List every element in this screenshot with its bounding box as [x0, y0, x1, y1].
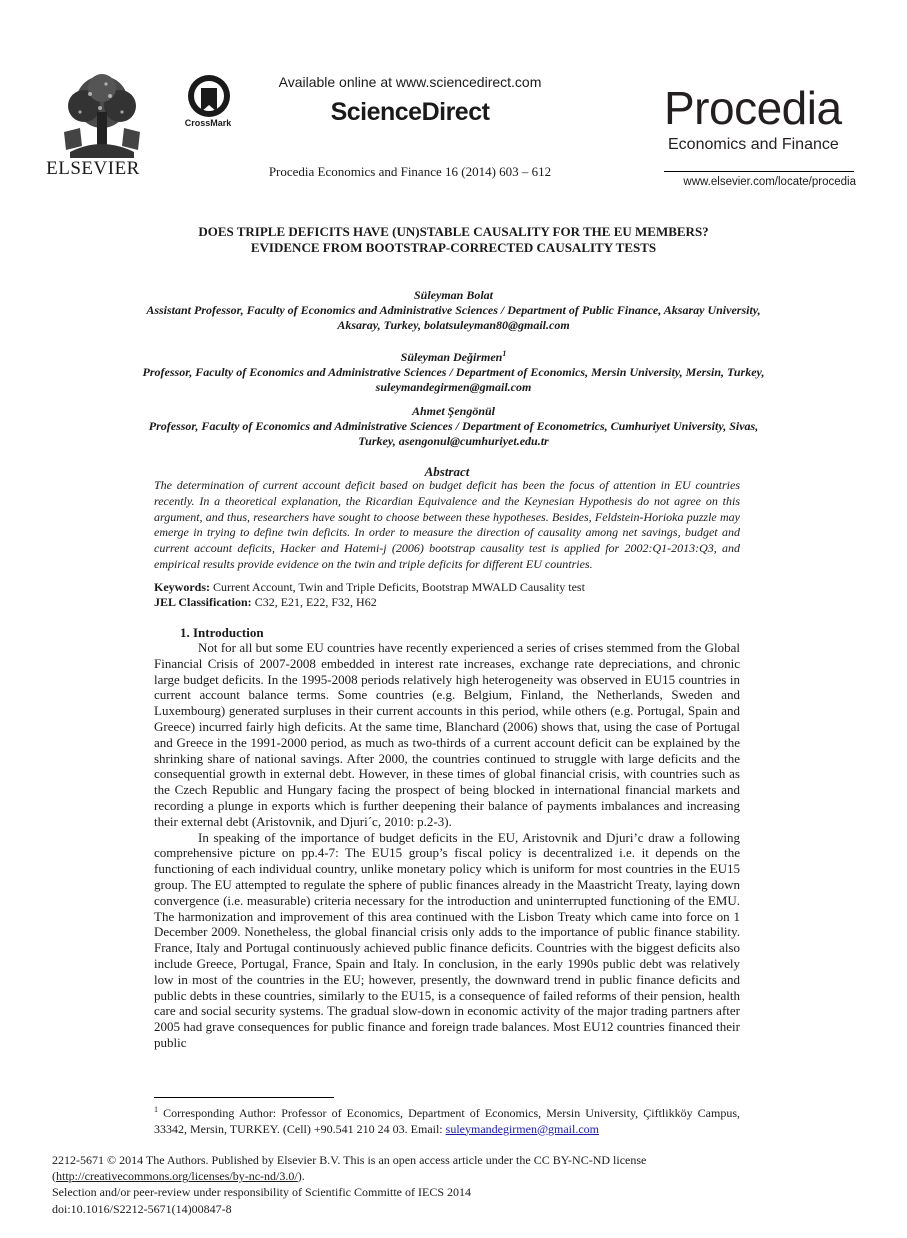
- paper-title: [100, 224, 807, 256]
- license-link[interactable]: http://creativecommons.org/licenses/by-nc-nd/3.0/: [56, 1169, 298, 1184]
- author-1: [140, 288, 767, 333]
- author-affiliation: Assistant Professor, Faculty of Economics and Administrative Sciences / Department of Public Finance, Aksaray University, Aksaray, Turkey, bolatsuleyman80@gmail.com: [146, 303, 761, 332]
- footnote: [154, 1102, 740, 1137]
- footnote-text: Corresponding Author: Professor of Economics, Department of Economics, Mersin University, Çiftlikköy Campus, 33342, Mersin, TURKEY. (Cell) +90.541 210 24 03. Email:: [154, 1106, 740, 1136]
- sciencedirect-logo-text[interactable]: ScienceDirect: [330, 98, 490, 126]
- journal-reference: Procedia Economics and Finance 16 (2014) 603 – 612: [268, 164, 552, 179]
- section-heading: 1. Introduction: [180, 625, 264, 640]
- footnote-divider: [154, 1097, 334, 1098]
- author-affiliation: Professor, Faculty of Economics and Administrative Sciences / Department of Econometrics, Cumhuriyet University, Sivas, Turkey, asengonul@cumhuriyet.edu.tr: [148, 419, 759, 448]
- license-block: [52, 1152, 772, 1217]
- jel-line: JEL Classification: C32, E21, E22, F32, H62: [154, 595, 377, 609]
- footnote-email-link[interactable]: suleymandegirmen@gmail.com: [445, 1121, 600, 1136]
- title-line-1: DOES TRIPLE DEFICITS HAVE (UN)STABLE CAUSALITY FOR THE EU MEMBERS?: [198, 224, 709, 239]
- procedia-url[interactable]: www.elsevier.com/locate/procedia: [683, 176, 856, 188]
- publisher-name: ELSEVIER: [46, 158, 140, 179]
- abstract-heading: Abstract: [424, 464, 470, 479]
- keywords-line: Keywords: Current Account, Twin and Triple Deficits, Bootstrap MWALD Causality test: [154, 580, 585, 594]
- procedia-brand: Procedia: [664, 82, 842, 134]
- doi[interactable]: doi:10.1016/S2212-5671(14)00847-8: [52, 1201, 232, 1216]
- author-3: [140, 404, 767, 449]
- author-name: Süleyman Bolat: [413, 288, 493, 302]
- section-body: [154, 640, 740, 1051]
- header-divider: [664, 171, 854, 172]
- available-online-text: Available online at www.sciencedirect.com: [278, 74, 542, 90]
- review-line: Selection and/or peer-review under responsibility of Scientific Committe of IECS 2014: [52, 1185, 471, 1200]
- license-line: 2212-5671 © 2014 The Authors. Published by Elsevier B.V. This is an open access article under the CC BY-NC-ND license: [52, 1153, 647, 1167]
- author-name: Süleyman Değirmen$^1$: [400, 349, 507, 364]
- title-line-2: EVIDENCE FROM BOOTSTRAP-CORRECTED CAUSALITY TESTS: [250, 240, 657, 255]
- crossmark-label: CrossMark: [184, 118, 232, 128]
- author-2: [140, 346, 767, 395]
- abstract-text: The determination of current account deficit based on budget deficit has been the focus of attention in EU countries recently. In a theoretical explanation, the Ricardian Equivalence and the Keynesian Hypothesis do not agree on this argument, and thus, researchers have sought to choose between these hypotheses. Besides, Feldstein-Horioka puzzle may emerge in trying to define twin deficits. In order to measure the direction of causality among net savings, budget and current account deficits, Hacker and Hatemi-j (2006) bootstrap causality test is applied for 2002:Q1-2013:Q3, and empirical results provide evidence on the twin and triple deficits for different EU countries.: [154, 478, 740, 571]
- author-affiliation: Professor, Faculty of Economics and Administrative Sciences / Department of Economics, Mersin University, Mersin, Turkey, suleymandegirmen@gmail.com: [142, 365, 765, 394]
- footnote-marker[interactable]: 1: [502, 349, 507, 358]
- license-link-line: (http://creativecommons.org/licenses/by-nc-nd/3.0/).: [52, 1169, 305, 1184]
- author-name: Ahmet Şengönül: [411, 404, 496, 418]
- paragraph: Not for all but some EU countries have recently experienced a series of crises stemmed from the Global Financial Crisis of 2007-2008 embedded in interest rate increases, exchange rate depreciations, and chronic large budget deficits. In the 1995-2008 periods relatively high heterogeneity was observed in EU15 countries in current account balance terms. Some countries (e.g. Belgium, Finland, the Netherlands, Sweden and Luxembourg) generated surpluses in their current accounts in this period, while others (e.g. Portugal, Spain and Greece) incurred fairly high deficits. At the same time, Blanchard (2006) shows that, using the case of Portugal and Greece in the 1991-2000 period, as much as two-thirds of a current account deficit can be explained by the shrinking share of national savings. After 2000, the countries continued to struggle with large deficits and the consequential growth in external debt. However, in these times of global financial crisis, with countries such as the Czech Republic and Hungary facing the prospect of being blocked in international financial markets and recording a plunge in exports which is further deepening their balance of payments imbalances and increasing their external debt (Aristovnik, and Djuri´c, 2010: p.2-3).: [154, 640, 740, 829]
- footnote-number: 1: [154, 1105, 158, 1114]
- procedia-subtitle: Economics and Finance: [668, 136, 839, 153]
- keywords-block: [154, 580, 740, 610]
- paragraph: In speaking of the importance of budget deficits in the EU, Aristovnik and Djuri’c draw a following comprehensive picture on pp.4-7: The EU15 group’s fiscal policy is decentralized i.e. it depends on the functioning of each individual country, unlike monetary policy which is uniform for most countries in the EU15 group. The EU attempted to regulate the sphere of public finances already in the Maastricht Treaty, laying down convergence (i.e. measurable) criteria necessary for the introduction and uninterrupted functioning of the EMU. The harmonization and improvement of this area continued with the Lisbon Treaty which came into force on 1 December 2009. Nonetheless, the global financial crisis only adds to the importance of public finance stability. France, Italy and Portugal continuously achieved public finance deficits. Countries with the biggest deficits also include Greece, Portugal, France, Spain and Italy. In conclusion, in the early 1990s public debt was relatively low in most of the countries in the EU; however, presently, the downward trend in public finance deficits and public debts in these countries, similarly to the EU15, is a consequence of failed reforms of their pension, health care and social security systems. The gradual slow-down in economic activity of the major trading partners after 2005 had grave consequences for public finance and foreign trade balances. Most EU12 countries financed their public: [154, 829, 740, 1050]
